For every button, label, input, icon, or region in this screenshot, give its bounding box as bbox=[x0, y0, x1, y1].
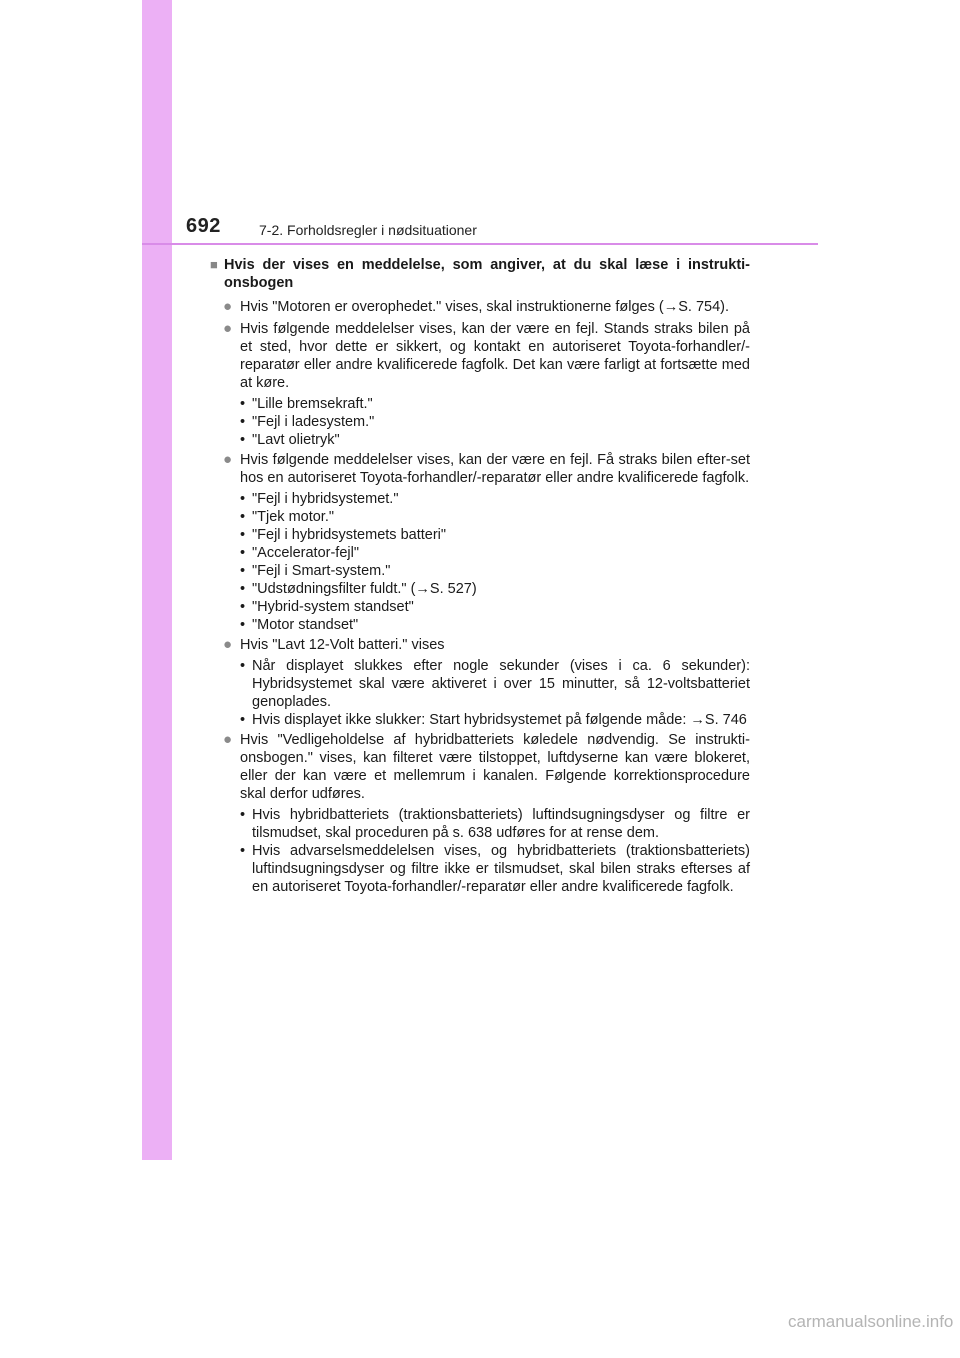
list-item bbox=[210, 731, 750, 803]
item-text: Hvis "Vedligeholdelse af hybridbatteriets køledele nødvendig. Se instrukti-onsbogen." vises, kan filteret være tilstoppet, luftdyserne kan være blokeret, eller der kan være et mellemrum i kanalen. Følgende korrektionsprocedure skal derfor udføres. bbox=[240, 732, 750, 802]
heading-text: Hvis der vises en meddelelse, som angiver, at du skal læse i instrukti-onsbogen bbox=[224, 257, 750, 291]
sub-list-item: • Hvis hybridbatteriets (traktionsbatteriets) luftindsugningsdyser og filtre er tilsmudset, skal proceduren på s. 638 udføres for at rense dem. bbox=[240, 807, 750, 841]
sub-item-text: Hvis displayet ikke slukker: Start hybridsystemet på følgende måde: →S. 746 bbox=[252, 712, 747, 728]
sub-item-text: "Accelerator-fejl" bbox=[252, 545, 359, 561]
sub-list-item: • "Lavt olietryk" bbox=[240, 432, 340, 448]
sub-list-item: • "Motor standset" bbox=[240, 617, 359, 633]
sub-list-item: • "Fejl i hybridsystemet." bbox=[240, 491, 399, 507]
sub-item-text: "Tjek motor." bbox=[252, 509, 335, 525]
item-text: Hvis "Motoren er overophedet." vises, skal instruktionerne følges (→S. 754). bbox=[240, 299, 729, 315]
sub-list-item: • "Accelerator-fejl" bbox=[240, 545, 359, 561]
item-text: Hvis følgende meddelelser vises, kan der være en fejl. Få straks bilen efter-set hos en autoriseret Toyota-forhandler/-reparatør eller andre kvalificerede fagfolk. bbox=[240, 452, 750, 486]
sub-list-item: • "Hybrid-system standset" bbox=[240, 599, 414, 615]
section-title: 7-2. Forholdsregler i nødsituationer bbox=[259, 222, 477, 238]
item-text: Hvis følgende meddelelser vises, kan der være en fejl. Stands straks bilen på et sted, hvor dette er sikkert, og kontakt en autoriseret Toyota-forhandler/-reparatør eller andre kvalificerede fagfolk. Det kan være farligt at fortsætte med at køre. bbox=[240, 321, 750, 391]
sub-item-text: "Hybrid-system standset" bbox=[252, 599, 414, 615]
main-content bbox=[210, 256, 750, 896]
sub-item-text: Hvis hybridbatteriets (traktionsbatteriets) luftindsugningsdyser og filtre er tilsmudset, skal proceduren på s. 638 udføres for at rense dem. bbox=[252, 807, 750, 841]
sub-item-text: Når displayet slukkes efter nogle sekunder (vises i ca. 6 sekunder): Hybridsystemet skal være aktiveret i over 15 minutter, så 12-voltsbatteriet genoplades. bbox=[252, 658, 750, 710]
sub-list-item: • Hvis displayet ikke slukker: Start hybridsystemet på følgende måde: →S. 746 bbox=[240, 712, 747, 728]
square-bullet-icon: ■ bbox=[210, 257, 218, 272]
header-rule bbox=[142, 243, 818, 245]
circle-bullet-icon: ● bbox=[223, 731, 233, 748]
sub-list-item: • "Udstødningsfilter fuldt." (→S. 527) bbox=[240, 581, 477, 597]
side-color-band bbox=[142, 0, 172, 1160]
list-item bbox=[210, 451, 750, 487]
watermark-text: carmanualsonline.info bbox=[788, 1312, 954, 1331]
sub-list-item: • Når displayet slukkes efter nogle sekunder (vises i ca. 6 sekunder): Hybridsystemet skal være aktiveret i over 15 minutter, så 12-voltsbatteriet genoplades. bbox=[240, 658, 750, 710]
sub-item-text: "Fejl i hybridsystemet." bbox=[252, 491, 399, 507]
list-item bbox=[210, 298, 750, 316]
sub-item-text: "Lavt olietryk" bbox=[252, 432, 340, 448]
circle-bullet-icon: ● bbox=[223, 298, 233, 315]
page-number: 692 bbox=[186, 215, 221, 237]
sub-item-text: "Fejl i ladesystem." bbox=[252, 414, 375, 430]
sub-item-text: "Motor standset" bbox=[252, 617, 359, 633]
sub-list-item: • "Lille bremsekraft." bbox=[240, 396, 373, 412]
sub-list-item: • "Tjek motor." bbox=[240, 509, 335, 525]
sub-list-item: • "Fejl i hybridsystemets batteri" bbox=[240, 527, 447, 543]
section-heading bbox=[210, 256, 750, 292]
list-item bbox=[210, 320, 750, 392]
item-text: Hvis "Lavt 12-Volt batteri." vises bbox=[240, 637, 445, 653]
circle-bullet-icon: ● bbox=[223, 636, 233, 653]
sub-item-text: "Udstødningsfilter fuldt." (→S. 527) bbox=[252, 581, 477, 597]
list-item bbox=[210, 636, 750, 654]
sub-item-text: "Fejl i hybridsystemets batteri" bbox=[252, 527, 447, 543]
sub-item-text: "Fejl i Smart-system." bbox=[252, 563, 391, 579]
sub-item-text: "Lille bremsekraft." bbox=[252, 396, 373, 412]
circle-bullet-icon: ● bbox=[223, 320, 233, 337]
sub-list-item: • Hvis advarselsmeddelelsen vises, og hybridbatteriets (traktionsbatteriets) luftindsugningsdyser og filtre ikke er tilsmudset, skal bilen straks efterses af en autoriseret Toyota-forhandler/-reparatør eller andre kvalificerede fagfolk. bbox=[240, 843, 750, 895]
circle-bullet-icon: ● bbox=[223, 451, 233, 468]
sub-list-item: • "Fejl i ladesystem." bbox=[240, 414, 375, 430]
sub-item-text: Hvis advarselsmeddelelsen vises, og hybridbatteriets (traktionsbatteriets) luftindsugningsdyser og filtre ikke er tilsmudset, skal bilen straks efterses af en autoriseret Toyota-forhandler/-reparatør eller andre kvalificerede fagfolk. bbox=[252, 843, 750, 895]
sub-list-item: • "Fejl i Smart-system." bbox=[240, 563, 391, 579]
